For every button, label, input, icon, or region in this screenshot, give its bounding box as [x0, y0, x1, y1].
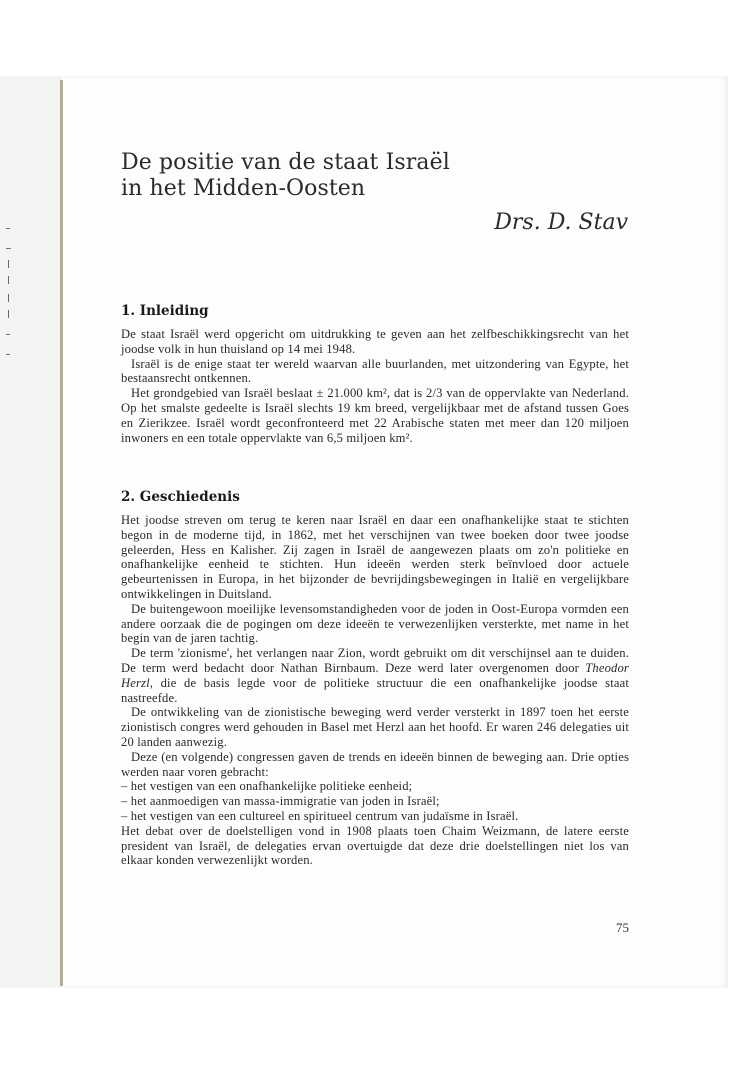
paragraph: Het debat over de doelstelligen vond in 1908 plaats toen Chaim Weizmann, de latere eerste president van Israël, de delegaties ervan overtuigde dat deze drie doelstellingen niet los van elkaar konden verwezenlijkt worden.	[121, 823, 629, 868]
list-item: – het vestigen van een cultureel en spiritueel centrum van judaïsme in Israël.	[121, 808, 519, 823]
section-heading: 2. Geschiedenis	[121, 489, 240, 505]
section-geschiedenis	[121, 489, 629, 868]
article-author: Drs. D. Stav	[494, 210, 628, 235]
page-number: 75	[616, 920, 629, 935]
paragraph: Het grondgebied van Israël beslaat ± 21.000 km², dat is 2/3 van de oppervlakte van Nederland. Op het smalste gedeelte is Israël slechts 19 km breed, vergelijkbaar met de afstand tussen Goes en Zierikzee. Israël wordt geconfronteerd met 22 Arabische staten met meer dan 120 miljoen inwoners en een totale oppervlakte van 6,5 miljoen km².	[121, 386, 629, 445]
paragraph	[121, 646, 629, 705]
list-item: – het vestigen van een onafhankelijke politieke eenheid;	[121, 779, 413, 794]
paragraph: De ontwikkeling van de zionistische beweging werd verder versterkt in 1897 toen het eerste zionistisch congres werd gehouden in Basel met Herzl aan het hoofd. Er waren 246 delegaties uit 20 landen aanwezig.	[121, 705, 629, 749]
title-line-1: De positie van de staat Israël	[121, 150, 450, 175]
paragraph: Deze (en volgende) congressen gaven de trends en ideeën binnen de beweging aan. Drie opties werden naar voren gebracht:	[121, 749, 629, 779]
facing-page-edge	[0, 76, 62, 988]
paragraph: Het joodse streven om terug te keren naar Israël en daar een onafhankelijke staat te stichten begon in de moderne tijd, in 1862, met het verschijnen van twee boeken door twee joodse geleerden, Hess en Kalisher. Zij zagen in Israël de aangewezen plaats om zo'n politieke en onafhankelijke eenheid te stichten. Hun ideeën werden sterk beïnvloed door actuele gebeurtenissen in Europa, in het bijzonder de bevrijdingsbewegingen in Italië en vergelijkbare ontwikkelingen in Duitsland.	[121, 513, 629, 601]
section-heading: 1. Inleiding	[121, 303, 209, 319]
section-inleiding	[121, 303, 629, 445]
list-item: – het aanmoedigen van massa-immigratie van joden in Israël;	[121, 794, 440, 809]
margin-marks	[4, 226, 18, 366]
article-title	[121, 150, 601, 202]
paragraph: Israël is de enige staat ter wereld waarvan alle buurlanden, met uitzondering van Egypte, het bestaansrecht ontkennen.	[121, 356, 629, 386]
paragraph-text: De term 'zionisme', het verlangen naar Zion, wordt gebruikt om dit verschijnsel aan te duiden. De term werd bedacht door Nathan Birnbaum. Deze werd later overgenomen door	[121, 646, 629, 675]
title-line-2: in het Midden-Oosten	[121, 176, 366, 201]
person-name-herzl: Theodor Herzl	[121, 660, 629, 690]
paragraph: De buitengewoon moeilijke levensomstandigheden voor de joden in Oost-Europa vormden een andere oorzaak die de pogingen om deze ideeën te verwezenlijken versterkte, met name in het begin van de jaren tachtig.	[121, 601, 629, 646]
paragraph: De staat Israël werd opgericht om uitdrukking te geven aan het zelfbeschikkingsrecht van het joodse volk in hun thuisland op 14 mei 1948.	[121, 327, 629, 356]
paragraph-text: , die de basis legde voor de politieke structuur die een onafhankelijke joodse staat nastreefde.	[121, 675, 629, 705]
